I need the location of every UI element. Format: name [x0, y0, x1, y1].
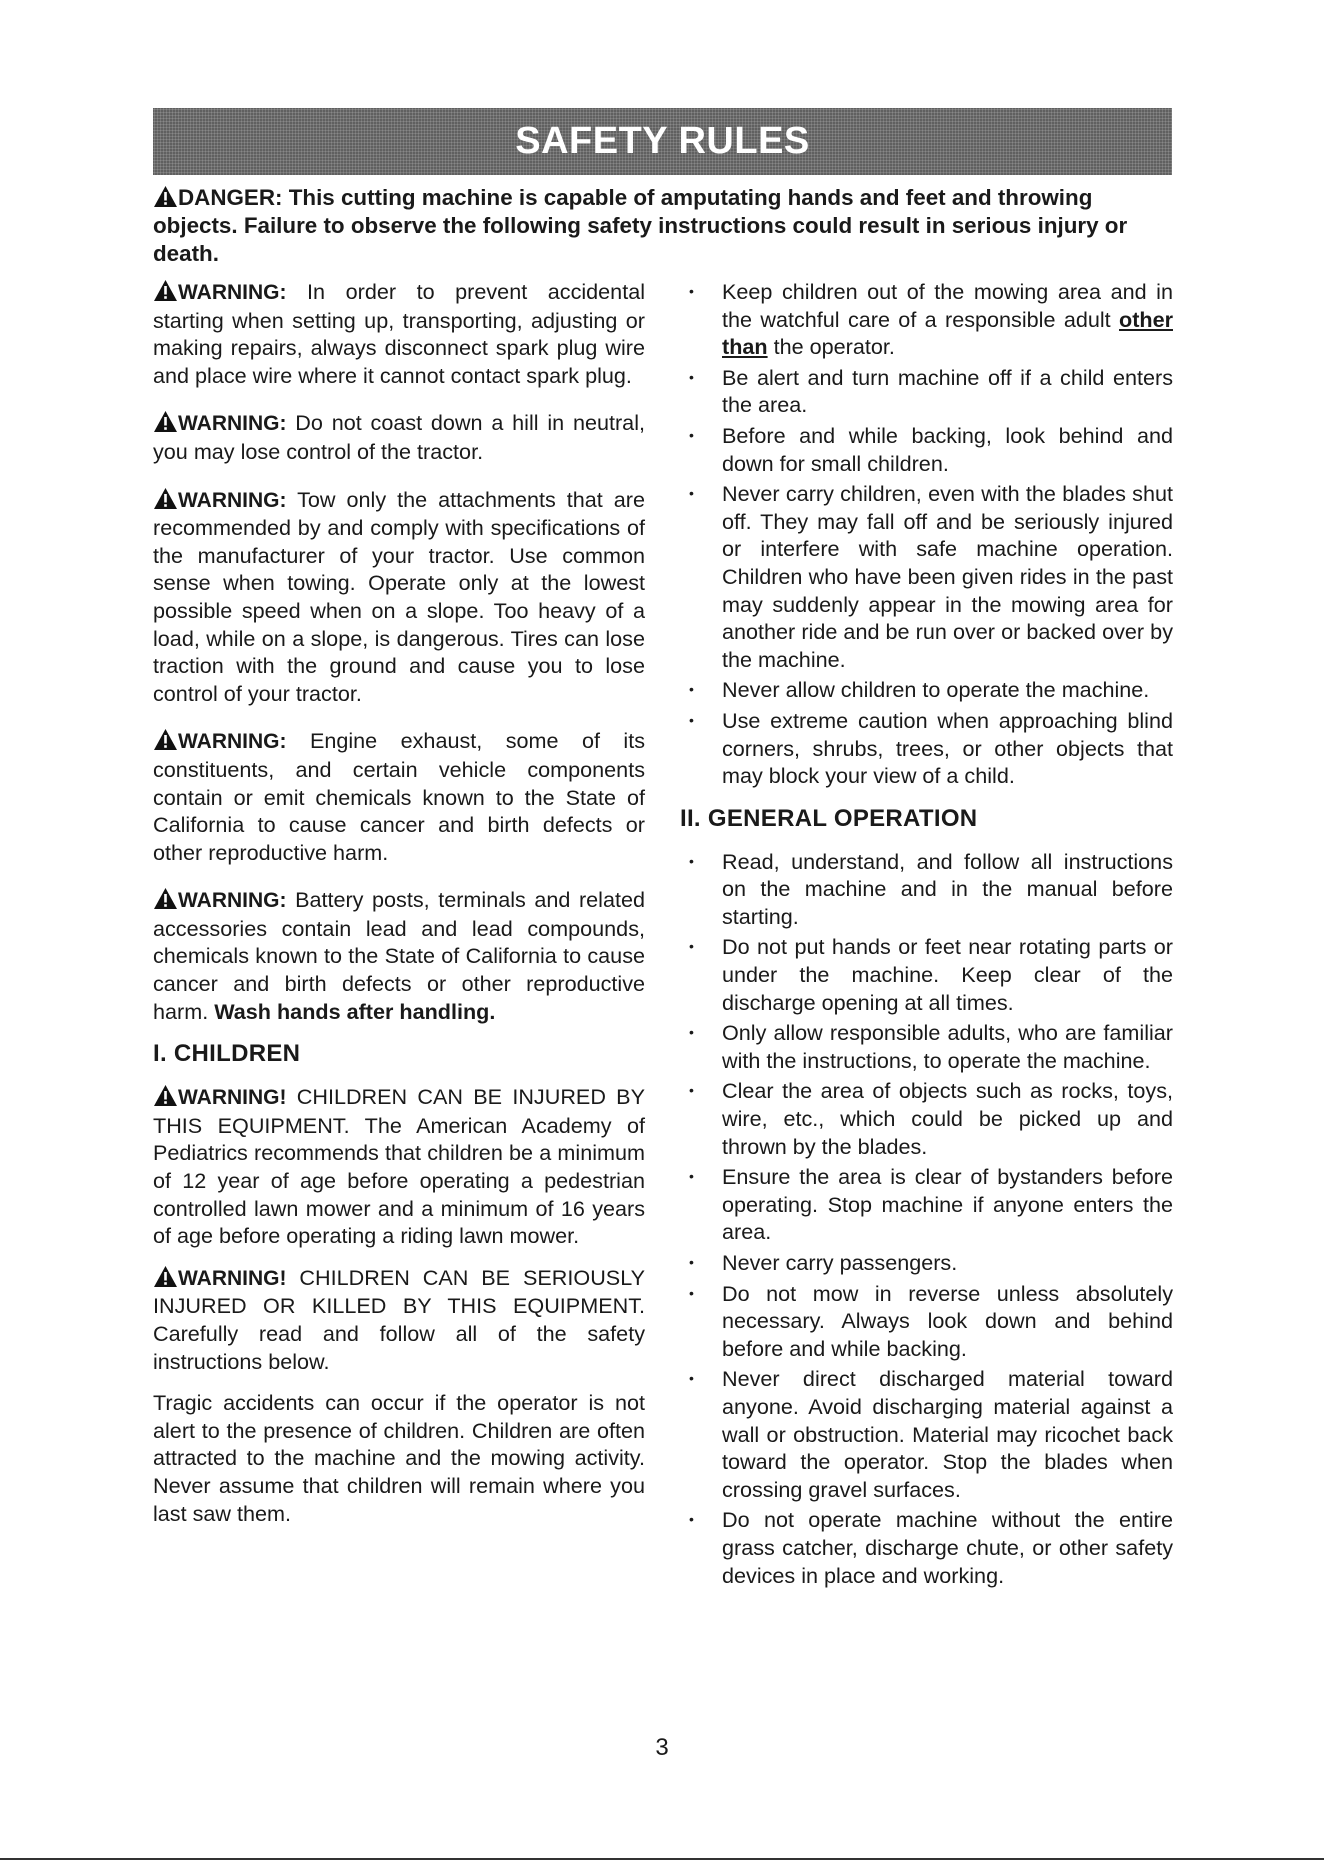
warning-towing — [153, 486, 645, 708]
warning-coast-hill — [153, 409, 645, 465]
list-item: • Use extreme caution when approaching blind corners, shrubs, trees, or other objects that may block your view of a child. — [680, 707, 1173, 790]
warning-text: In order to prevent accidental starting when setting up, transporting, adjusting or making repairs, always disconnect spark plug wire and place wire where it cannot contact spark plug. — [153, 279, 645, 388]
warning-text: Battery posts, terminals and related accessories contain lead and lead compounds, chemicals known to the State of California to cause cancer and birth defects or other reproductive harm. — [153, 887, 645, 1024]
children-bullet-list — [680, 278, 1173, 790]
warning-text: CHILDREN CAN BE SERIOUSLY INJURED OR KILLED BY THIS EQUIPMENT. Carefully read and follow all of the safety instructions below. — [153, 1264, 645, 1374]
list-item: • Never direct discharged material toward anyone. Avoid discharging material against a wall or obstruction. Material may ricochet back toward the operator. Stop the blades when crossing gravel surfaces. — [680, 1365, 1173, 1503]
alert-triangle-icon — [153, 887, 178, 910]
list-item: • Keep children out of the mowing area and in the watchful care of a responsible adult other than the operator. — [680, 278, 1173, 361]
list-item: • Only allow responsible adults, who are familiar with the instructions, to operate the machine. — [680, 1019, 1173, 1074]
alert-triangle-icon — [153, 1265, 178, 1288]
warning-bold-tail: Wash hands after handling. — [214, 998, 496, 1024]
warning-label: WARNING: — [178, 488, 287, 512]
right-column — [680, 278, 1173, 1603]
page-title: SAFETY RULES — [515, 120, 810, 162]
warning-label: WARNING! — [178, 1266, 287, 1290]
list-item: • Clear the area of objects such as rocks, toys, wire, etc., which could be picked up and thrown by the blades. — [680, 1077, 1173, 1160]
warning-label: WARNING: — [178, 412, 287, 436]
danger-notice — [153, 184, 1172, 268]
alert-triangle-icon — [153, 185, 178, 208]
warning-label: WARNING: — [178, 730, 287, 754]
alert-triangle-icon — [153, 487, 178, 510]
warning-exhaust — [153, 727, 645, 866]
list-item: • Do not mow in reverse unless absolutely necessary. Always look down and behind before and while backing. — [680, 1280, 1173, 1363]
list-item: • Do not put hands or feet near rotating parts or under the machine. Keep clear of the discharge opening at all times. — [680, 933, 1173, 1016]
list-item: • Ensure the area is clear of bystanders before operating. Stop machine if anyone enters the area. — [680, 1163, 1173, 1246]
warning-label: WARNING! — [178, 1086, 287, 1110]
emphasis-other-than: other than — [722, 306, 1173, 360]
list-item: • Do not operate machine without the entire grass catcher, discharge chute, or other safety devices in place and working. — [680, 1506, 1173, 1589]
warning-text: Engine exhaust, some of its constituents, and certain vehicle components contain or emit chemicals known to the State of California to cause cancer and birth defects or other reproductive harm. — [153, 728, 645, 865]
warning-battery — [153, 886, 645, 1025]
section-heading-children: I. CHILDREN — [153, 1040, 301, 1068]
list-item: • Read, understand, and follow all instructions on the machine and in the manual before starting. — [680, 848, 1173, 931]
alert-triangle-icon — [153, 728, 178, 751]
warning-label: WARNING: — [178, 889, 287, 913]
warning-spark-plug — [153, 278, 645, 389]
list-item: • Be alert and turn machine off if a child enters the area. — [680, 364, 1173, 419]
warning-label: WARNING: — [178, 281, 287, 304]
list-item: • Never allow children to operate the machine. — [680, 676, 1173, 704]
tragic-accidents-paragraph: Tragic accidents can occur if the operator is not alert to the presence of children. Children are often attracted to the machine and the mowing activity. Never assume that children will remain where you last saw them. — [153, 1390, 645, 1526]
danger-label: DANGER: — [178, 185, 283, 210]
bottom-divider — [0, 1858, 1324, 1860]
danger-text: This cutting machine is capable of amputating hands and feet and throwing objects. Failure to observe the following safety instructions could result in serious injury or death. — [153, 185, 1128, 266]
warning-text: Do not coast down a hill in neutral, you may lose control of the tractor. — [153, 410, 645, 464]
list-item: • Never carry passengers. — [680, 1249, 1173, 1277]
alert-triangle-icon — [153, 410, 178, 433]
general-operation-bullet-list — [680, 848, 1173, 1589]
title-banner — [153, 108, 1172, 175]
warning-children-killed — [153, 1264, 645, 1375]
warning-children-injured — [153, 1083, 645, 1250]
alert-triangle-icon — [153, 279, 178, 302]
warning-text: Tow only the attachments that are recommended by and comply with specifications of the manufacturer of your tractor. Use common sense when towing. Operate only at the lowest possible speed when on a slope. Too heavy of a load, while on a slope, is dangerous. Tires can lose traction with the ground and cause you to lose control of your tractor. — [153, 486, 645, 706]
section-heading-general-operation: II. GENERAL OPERATION — [680, 804, 978, 832]
warning-text: CHILDREN CAN BE INJURED BY THIS EQUIPMENT. The American Academy of Pediatrics recommends that children be a minimum of 12 year of age before operating a pedestrian controlled lawn mower and a minimum of 16 years of age before operating a riding lawn mower. — [153, 1084, 645, 1249]
list-item: • Never carry children, even with the blades shut off. They may fall off and be seriously injured or interfere with safe machine operation. Children who have been given rides in the past may suddenly appear in the mowing area for another ride and be run over or backed over by the machine. — [680, 480, 1173, 673]
page-number: 3 — [655, 1734, 669, 1761]
alert-triangle-icon — [153, 1084, 178, 1107]
left-column — [153, 278, 645, 1547]
list-item: • Before and while backing, look behind and down for small children. — [680, 422, 1173, 477]
